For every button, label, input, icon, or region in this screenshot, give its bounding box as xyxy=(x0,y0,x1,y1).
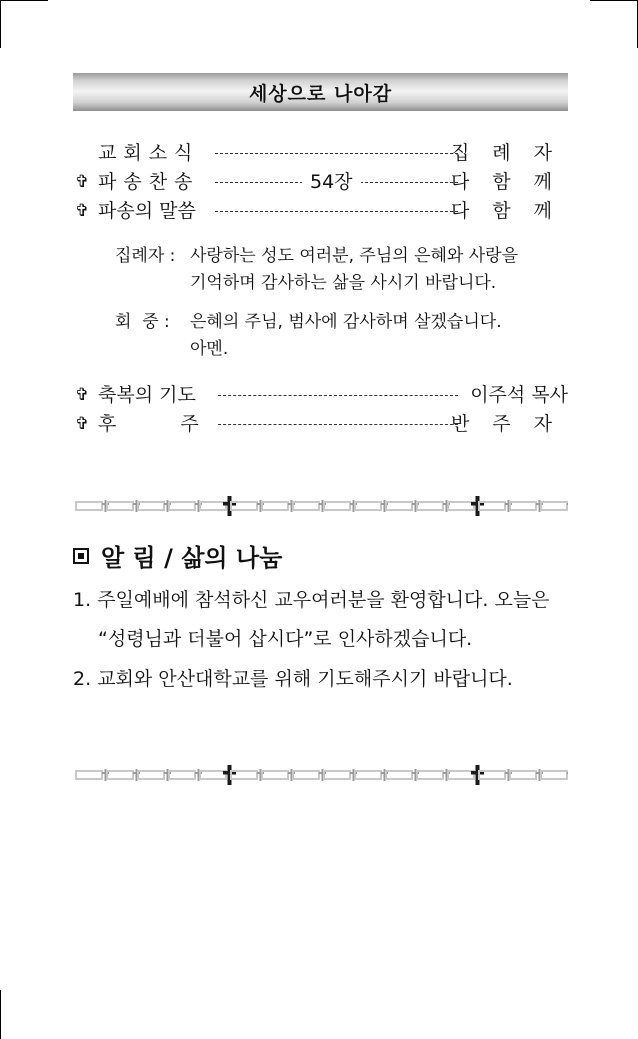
chain-link xyxy=(138,502,164,510)
notice-item-1 xyxy=(73,581,550,659)
order-label: 파송찬송 xyxy=(98,171,200,193)
notice-number: 2. xyxy=(73,668,92,690)
notice-number: 1. xyxy=(73,589,92,611)
notice-text: 주일예배에 참석하신 교우여러분을 환영합니다. 오늘은 xyxy=(97,589,550,611)
order-leader: 반주자 xyxy=(450,413,575,435)
order-label: 후주 xyxy=(98,413,263,435)
chain-link xyxy=(262,502,288,510)
chain-link xyxy=(262,771,288,779)
cross-icon xyxy=(567,503,568,505)
ornament-divider xyxy=(73,765,568,785)
chain-link xyxy=(324,771,350,779)
chain-link xyxy=(417,771,443,779)
ornament-divider xyxy=(73,496,568,516)
notice-text-continued: “성령님과 더불어 삽시다”로 인사하겠습니다. xyxy=(98,628,473,650)
cross-icon: ✞ xyxy=(75,414,90,434)
dialogue-line: 아멘. xyxy=(190,339,229,359)
notices-heading xyxy=(73,538,282,573)
order-row-news xyxy=(73,139,575,167)
cross-icon xyxy=(567,772,568,774)
chain-link xyxy=(448,771,474,779)
chain-link xyxy=(324,502,350,510)
chain-link xyxy=(169,771,195,779)
chain-link xyxy=(510,771,536,779)
dialogue-speaker: 회 중 : xyxy=(115,312,170,332)
square-bullet-icon xyxy=(73,548,89,564)
chain-link xyxy=(355,502,381,510)
chain-link xyxy=(541,502,567,510)
dialogue-text xyxy=(190,309,502,363)
crop-mark-top-left-h xyxy=(0,0,48,1)
notice-text: 교회와 안산대학교를 위해 기도해주시기 바랍니다. xyxy=(97,668,513,690)
crop-mark-top-left-v xyxy=(0,0,1,48)
notice-item-2 xyxy=(73,660,513,699)
chain-link xyxy=(448,502,474,510)
chain-link xyxy=(76,771,102,779)
section-title-banner xyxy=(73,73,568,111)
dialogue-line: 기억하며 감사하는 삶을 사시기 바랍니다. xyxy=(190,273,497,293)
chain-link xyxy=(169,502,195,510)
crop-mark-bottom-left-v xyxy=(0,990,1,1039)
chain-link xyxy=(355,771,381,779)
cross-icon: ✞ xyxy=(75,172,90,192)
chain-link xyxy=(510,502,536,510)
order-leader: 집례자 xyxy=(450,142,575,164)
order-row-word xyxy=(73,197,575,225)
chain-link xyxy=(386,502,412,510)
dialogue-line: 은혜의 주님, 범사에 감사하며 살겠습니다. xyxy=(190,312,502,332)
chain-link xyxy=(417,502,443,510)
leader-dots xyxy=(218,395,458,396)
order-leader: 이주석 목사 xyxy=(470,384,568,406)
chain-link xyxy=(200,771,226,779)
chain-link xyxy=(138,771,164,779)
order-leader: 다함께 xyxy=(450,171,575,193)
dialogue-line: 사랑하는 성도 여러분, 주님의 은혜와 사랑을 xyxy=(190,246,519,266)
order-row-postlude xyxy=(73,410,575,438)
order-label: 축복의 기도 xyxy=(98,384,196,406)
cross-icon: ✞ xyxy=(75,201,90,221)
hymn-number: 54장 xyxy=(302,168,361,196)
leader-dots xyxy=(215,211,458,212)
crop-mark-top-right-h xyxy=(590,0,638,1)
section-title: 세상으로 나아감 xyxy=(248,82,393,105)
chain-link xyxy=(386,771,412,779)
chain-link xyxy=(293,502,319,510)
order-label: 파송의 말씀 xyxy=(98,200,196,222)
chain-link xyxy=(293,771,319,779)
chain-link xyxy=(541,771,567,779)
chain-link xyxy=(107,502,133,510)
leader-dots xyxy=(215,153,458,154)
dialogue-text xyxy=(190,243,518,297)
order-row-hymn xyxy=(73,168,575,196)
notices-heading-text: 알 림 / 삶의 나눔 xyxy=(101,544,283,572)
order-leader: 다함께 xyxy=(450,200,575,222)
chain-link xyxy=(107,771,133,779)
chain-link xyxy=(76,502,102,510)
order-row-benediction xyxy=(73,381,568,409)
dialogue-speaker: 집례자 : xyxy=(115,246,176,266)
chain-link xyxy=(200,502,226,510)
cross-icon: ✞ xyxy=(75,385,90,405)
leader-dots xyxy=(218,424,458,425)
order-label: 교회소식 xyxy=(98,142,200,164)
